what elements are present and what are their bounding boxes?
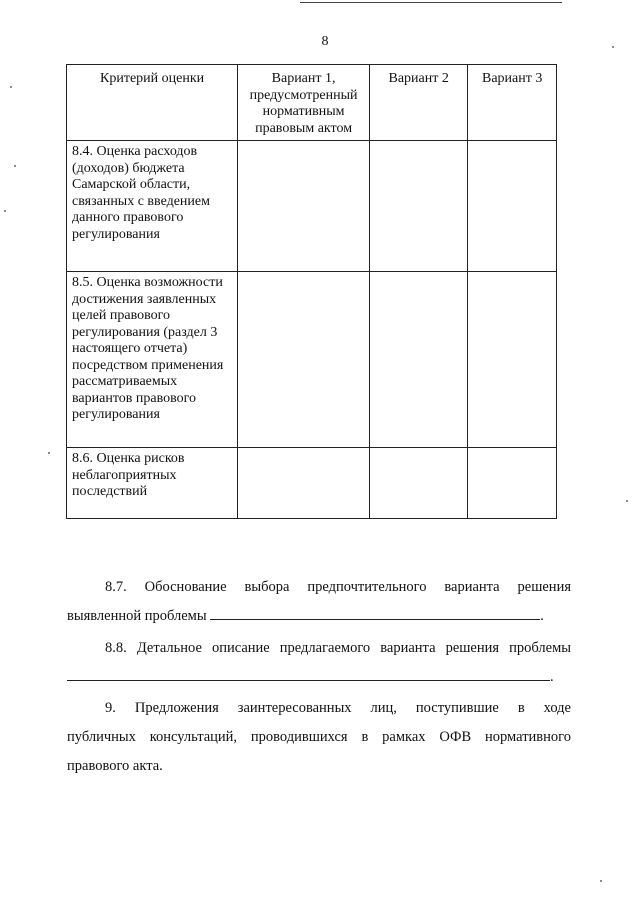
fill-in-line-8-8 bbox=[67, 666, 550, 681]
section-8-7-text: выявленной проблемы bbox=[67, 608, 207, 624]
cell-8-5-variant-1 bbox=[238, 272, 370, 448]
table-header-row bbox=[67, 65, 557, 141]
table-row bbox=[67, 141, 557, 272]
cell-8-5-variant-2 bbox=[369, 272, 467, 448]
cell-8-4-variant-3 bbox=[468, 141, 557, 272]
cell-8-6-variant-3 bbox=[468, 448, 557, 519]
header-variant-3: Вариант 3 bbox=[468, 65, 557, 141]
scan-speck bbox=[626, 500, 628, 502]
cell-8-4-variant-1 bbox=[238, 141, 370, 272]
section-8-8-line-2 bbox=[67, 663, 571, 692]
criterion-8-4: 8.4. Оценка расходов (доходов) бюджета Самарской области, связанных с введением данного правового регулирования bbox=[67, 141, 238, 272]
criterion-8-6: 8.6. Оценка рисков неблагоприятных последствий bbox=[67, 448, 238, 519]
section-8-7-line-1: 8.7. Обоснование выбора предпочтительного варианта решения bbox=[105, 579, 571, 595]
section-8-8-period: . bbox=[550, 669, 554, 685]
criteria-table bbox=[66, 64, 557, 519]
scan-speck bbox=[48, 452, 50, 454]
table-row bbox=[67, 448, 557, 519]
section-9 bbox=[67, 694, 571, 781]
page-number: 8 bbox=[321, 34, 329, 49]
fill-in-line-8-7 bbox=[210, 605, 540, 620]
criterion-8-5: 8.5. Оценка возможности достижения заявленных целей правового регулирования (раздел 3 настоящего отчета) посредством применения рассматриваемых вариантов правового регулирования bbox=[67, 272, 238, 448]
section-8-8 bbox=[67, 634, 571, 692]
cell-8-4-variant-2 bbox=[369, 141, 467, 272]
top-rule bbox=[300, 2, 562, 3]
header-variant-1: Вариант 1, предусмотренный нормативным правовым актом bbox=[238, 65, 370, 141]
cell-8-6-variant-1 bbox=[238, 448, 370, 519]
header-variant-2: Вариант 2 bbox=[369, 65, 467, 141]
section-8-7-line-2 bbox=[67, 602, 571, 631]
scan-speck bbox=[4, 210, 6, 212]
scan-speck bbox=[14, 165, 16, 167]
scan-speck bbox=[600, 880, 602, 882]
cell-8-6-variant-2 bbox=[369, 448, 467, 519]
section-9-line-3: правового акта. bbox=[67, 758, 163, 774]
section-8-7 bbox=[67, 573, 571, 631]
header-criterion: Критерий оценки bbox=[67, 65, 238, 141]
section-9-line-2: публичных консультаций, проводившихся в рамках ОФВ нормативного bbox=[67, 729, 571, 745]
scan-speck bbox=[612, 46, 614, 48]
scan-speck bbox=[10, 86, 12, 88]
section-9-line-1: 9. Предложения заинтересованных лиц, поступившие в ходе bbox=[105, 700, 571, 716]
section-8-8-line-1: 8.8. Детальное описание предлагаемого варианта решения проблемы bbox=[105, 640, 571, 656]
section-8-7-period: . bbox=[540, 608, 544, 624]
table-row bbox=[67, 272, 557, 448]
cell-8-5-variant-3 bbox=[468, 272, 557, 448]
